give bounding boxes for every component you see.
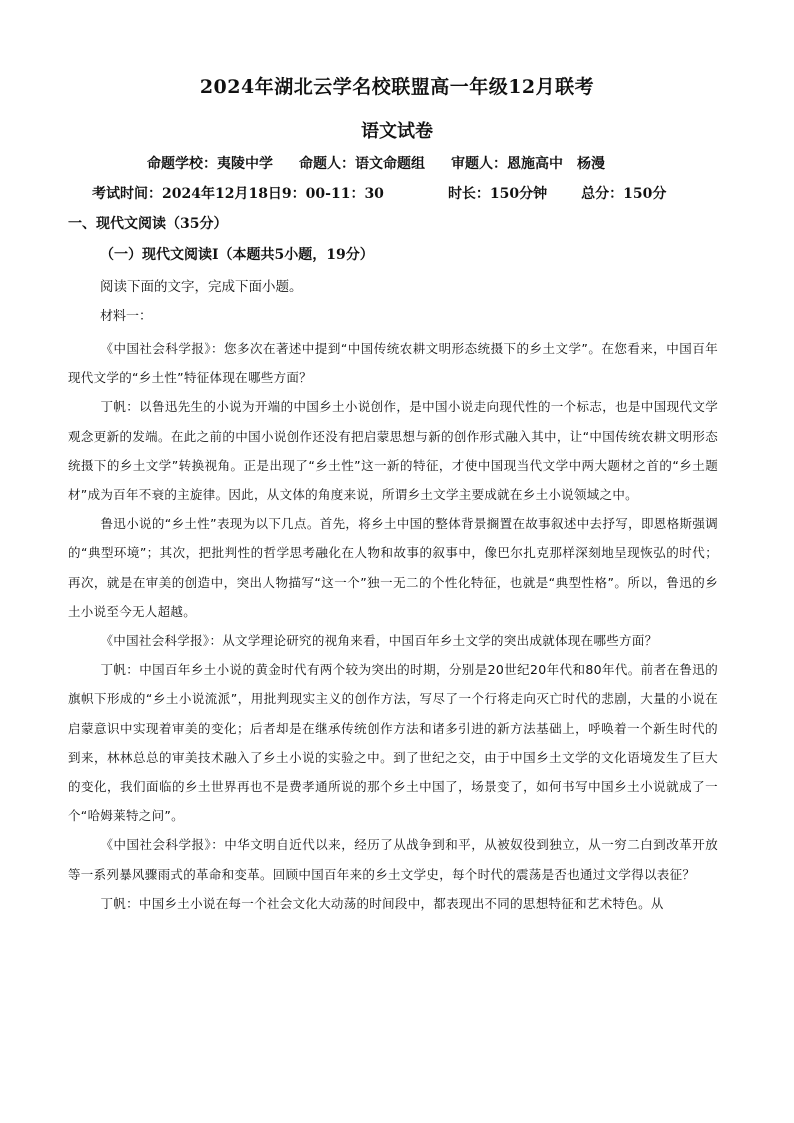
duration-label: 时长：150分钟 (447, 186, 548, 202)
score-label: 总分：150分 (581, 186, 667, 202)
school-label: 命题学校：夷陵中学 (147, 156, 273, 172)
paragraph: 鲁迅小说的“乡土性”表现为以下几点。首先，将乡土中国的整体背景搁置在故事叙述中去抒写，即恩格斯强调的“典型环境”；其次，把批判性的哲学思考融化在人物和故事的叙事中，像巴尔扎克那样深刻地呈现恢弘的时代；再次，就是在审美的创造中，突出人物描写“这一个”独一无二的个性化特征，也就是“典型性格”。所以，鲁迅的乡土小说至今无人超越。 (68, 516, 718, 619)
paragraph: 丁帆：以鲁迅先生的小说为开端的中国乡土小说创作，是中国小说走向现代性的一个标志，也是中国现代文学观念更新的发端。在此之前的中国小说创作还没有把启蒙思想与新的创作形式融入其中，让“中国传统农耕文明形态统摄下的乡土文学”转换视角。正是出现了“乡土性”这一新的特征，才使中国现当代文学中两大题材之首的“乡土题材”成为百年不衰的主旋律。因此，从文体的角度来说，所谓乡土文学主要成就在乡土小说领域之中。 (68, 399, 718, 503)
paragraph: 丁帆：中国乡土小说在每一个社会文化大动荡的时间段中，都表现出不同的思想特征和艺术特色。从 (100, 895, 664, 911)
author-label: 命题人：语文命题组 (299, 156, 425, 172)
paragraph: 丁帆：中国百年乡土小说的黄金时代有两个较为突出的时期，分别是20世纪20年代和80年代。前者在鲁迅的旗帜下形成的“乡土小说流派”，用批判现实主义的创作方法，写尽了一个行将走向灭亡时代的悲剧，大量的小说在启蒙意识中实现着审美的变化；后者却是在继承传统创作方法和诸多引进的新方法基础上，呼唤着一个新生时代的到来，林林总总的审美技术融入了乡土小说的实验之中。到了世纪之交，由于中国乡土文学的文化语境发生了巨大的变化，我们面临的乡土世界再也不是费孝通所说的那个乡土中国了，场景变了，如何书写中国乡土小说就成了一个“哈姆莱特之问”。 (68, 662, 718, 824)
reading-instruction: 阅读下面的文字，完成下面小题。 (100, 279, 303, 295)
article-body (68, 334, 718, 918)
exam-authors-line (147, 153, 605, 173)
exam-subtitle: 语文试卷 (361, 121, 433, 142)
material-label: 材料一： (100, 309, 153, 324)
paragraph: 《中国社会科学报》：您多次在著述中提到“中国传统农耕文明形态统摄下的乡土文学”。在您看来，中国百年现代文学的“乡土性”特征体现在哪些方面？ (68, 341, 718, 386)
reviewer-label: 审题人：恩施高中 杨漫 (451, 156, 605, 172)
paragraph: 《中国社会科学报》：中华文明自近代以来，经历了从战争到和平，从被奴役到独立，从一穷二白到改革开放等一系列暴风骤雨式的革命和变革。回顾中国百年来的乡土文学史，每个时代的震荡是否也通过文学得以表征？ (68, 837, 718, 882)
paragraph: 《中国社会科学报》：从文学理论研究的视角来看，中国百年乡土文学的突出成就体现在哪些方面？ (100, 633, 658, 649)
exam-info-line (92, 183, 666, 203)
section-heading: 一、现代文阅读（35分） (68, 216, 228, 232)
exam-title: 2024年湖北云学名校联盟高一年级12月联考 (199, 76, 595, 98)
exam-time-label: 考试时间：2024年12月18日9：00-11：30 (92, 186, 384, 202)
subsection-heading: （一）现代文阅读Ⅰ（本题共5小题，19分） (100, 247, 374, 263)
